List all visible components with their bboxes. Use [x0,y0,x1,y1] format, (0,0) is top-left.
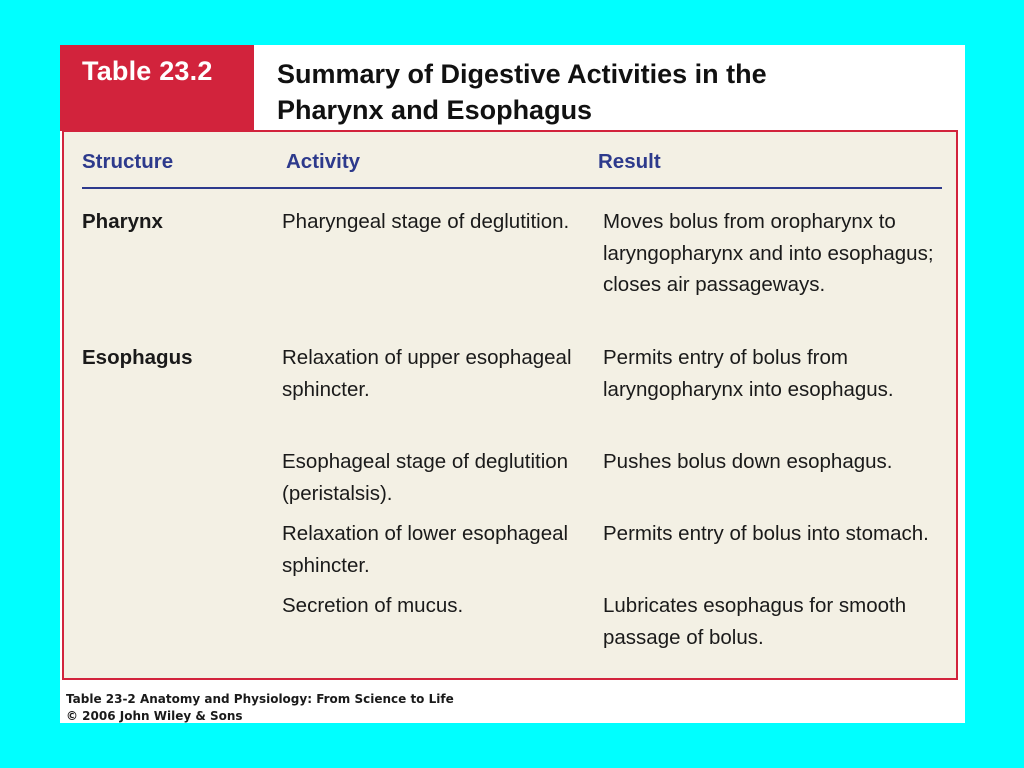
header-divider [82,187,942,189]
column-header-activity: Activity [286,150,361,173]
column-header-structure: Structure [82,150,174,173]
page-title [277,56,917,128]
table-row-result: Permits entry of bolus from laryngopharynx into esophagus. [603,346,894,401]
table-row-activity: Secretion of mucus. [282,594,464,617]
summary-table [62,130,958,680]
footer-caption [66,691,454,725]
table-row-result: Pushes bolus down esophagus. [603,450,893,473]
slide [60,45,965,723]
table-row-activity: Pharyngeal stage of deglutition. [282,210,570,233]
table-row-activity: Esophageal stage of deglutition (peristalsis). [282,450,569,505]
table-row-result: Moves bolus from oropharynx to laryngopharynx and into esophagus; closes air passageways. [603,210,934,296]
footer-source: Table 23-2 Anatomy and Physiology: From Science to Life [66,692,454,706]
table-row-structure: Esophagus [82,346,193,369]
title-line-1: Summary of Digestive Activities in the [277,59,767,89]
table-row-activity: Relaxation of lower esophageal sphincter. [282,522,569,577]
table-row-result: Lubricates esophagus for smooth passage of bolus. [603,594,907,649]
column-header-result: Result [598,150,661,173]
table-row-structure: Pharynx [82,210,163,233]
table-label-box [60,45,254,131]
table-label: Table 23.2 [82,56,213,86]
footer-copyright: © 2006 John Wiley & Sons [66,709,243,723]
title-line-2: Pharynx and Esophagus [277,95,593,125]
table-row-activity: Relaxation of upper esophageal sphincter. [282,346,572,401]
table-row-result: Permits entry of bolus into stomach. [603,522,929,545]
